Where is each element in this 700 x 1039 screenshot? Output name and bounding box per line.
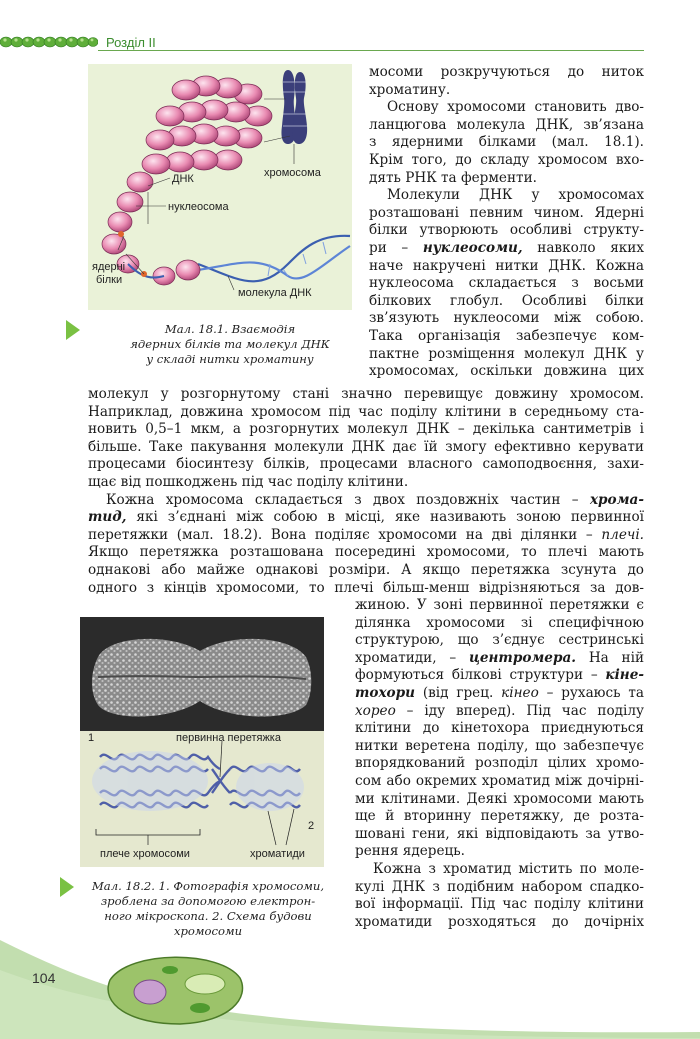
caption-line: Мал. 18.2. 1. Фотографія хромосоми,	[91, 879, 325, 893]
figure1-caption	[100, 322, 360, 367]
term-chromatids: хрома-	[589, 491, 644, 508]
text-line: одного з кінців хромосоми, то плечі більш-менш відрізняються за дов-	[88, 579, 644, 596]
text-line: новить 0,5–1 мкм, а розгорнутих молекул ДНК – декілька сантиметрів і	[88, 421, 644, 438]
label-chromatids: хроматиди	[250, 848, 305, 860]
text-full-width	[88, 386, 644, 597]
label-dna: ДНК	[172, 173, 194, 185]
text-line: Наприклад, довжина хромосом під час поділу клітини в середньому ста-	[88, 403, 644, 420]
label-chromosome-arm: плече хромосоми	[100, 848, 190, 860]
caption-line: ядерних білків та молекул ДНК	[130, 337, 330, 351]
text-line: Кожна з хроматид містить по моле-	[373, 860, 644, 877]
label-nuclear-proteins-1: ядерні	[92, 261, 126, 273]
text-line: кулі ДНК з подібним набором спадко-	[355, 878, 644, 895]
text-line: наче накручені нитки ДНК. Кожна	[369, 257, 644, 274]
caption-line: у складі нитки хроматину	[146, 352, 314, 366]
text-column-bottom	[355, 597, 644, 931]
text-line: структурою, що з’єднує сестринські	[355, 632, 644, 649]
greek-word: хорео	[355, 702, 396, 719]
text-line: розташовані певним чином. Ядерні	[369, 204, 644, 221]
text-line: хроматиди розходяться до дочірніх	[355, 913, 644, 930]
text-fragment: (від грец.	[422, 684, 494, 701]
text-line	[88, 527, 644, 545]
greek-word: кінео	[501, 684, 539, 701]
text-line: клітини до кінетохора приєднуються	[355, 720, 644, 737]
text-line: ми клітинами. Деякі хромосоми мають	[355, 790, 644, 807]
term-centromere: центромера.	[468, 649, 577, 666]
term-kinetochores: тохори	[355, 684, 416, 701]
label-dna-molecule: молекула ДНК	[238, 287, 312, 299]
text-line	[355, 650, 644, 668]
text-line: білки утворюють особливі структу-	[369, 222, 644, 239]
caption-marker-icon	[66, 320, 80, 340]
figure-chromosome-structure	[80, 617, 324, 867]
term-nucleosomes: нуклеосоми,	[422, 239, 523, 256]
label-nucleosome: нуклеосома	[168, 201, 229, 213]
text-line: Крім того, до складу хромосом вхо-	[369, 151, 644, 168]
text-fragment: На ній	[588, 649, 645, 666]
text-fragment: навколо яких	[537, 239, 645, 256]
text-line: Якщо перетяжка розташована посередині хромосоми, то плечі мають	[88, 544, 644, 561]
text-line: ще й вторинну перетяжку, де розта-	[355, 808, 644, 825]
text-line: дять РНК та ферменти.	[369, 169, 537, 186]
caption-line: ного мікроскопа. 2. Схема будови	[104, 909, 312, 923]
text-line: нуклеосома складається з восьми	[369, 275, 644, 292]
chromosome-structure-diagram	[80, 617, 324, 867]
chromatin-diagram	[88, 64, 352, 310]
text-line: білкових глобул. Особливі білки	[369, 292, 644, 309]
text-line: рення ядерець.	[355, 843, 465, 860]
text-line: нитки веретена поділу, що забезпечує	[355, 737, 644, 754]
term-kinetochores: кіне-	[605, 667, 644, 684]
text-line: молекул у розгорнутому стані значно перевищує довжину хромосом.	[88, 386, 644, 402]
text-fragment: формуються білкові структури –	[355, 667, 598, 684]
section-title: Розділ II	[106, 35, 156, 50]
text-fragment: – рухаюсь та	[546, 684, 644, 701]
text-fragment: хроматиди, –	[355, 649, 457, 666]
text-line: однакові або майже однакові розміри. А якщо перетяжка зсунута до	[88, 561, 644, 578]
text-line: жиною. У зоні первинної перетяжки є	[355, 597, 644, 613]
text-line	[355, 703, 644, 721]
text-fragment: – іду вперед). Під час поділу	[406, 702, 644, 719]
label-photo-number: 1	[88, 732, 95, 744]
text-line: Така організація забезпечує ком-	[369, 327, 644, 344]
text-fragment: Кожна хромосома складається з двох поздовжніх частин –	[106, 491, 579, 508]
text-line: хроматину.	[369, 81, 451, 98]
text-line: щає від пошкоджень під час поділу клітини.	[88, 473, 409, 490]
text-line: мосоми розкручуються до ниток	[369, 64, 644, 80]
text-line	[88, 492, 644, 510]
caption-line: Мал. 18.1. Взаємодія	[164, 322, 296, 336]
label-chromosome: хромосома	[264, 167, 321, 179]
text-line: сом або окремих хроматид між дочірні-	[355, 772, 644, 789]
figure-chromatin-illustration	[88, 64, 352, 310]
text-line: впорядкований розподіл цілих хромо-	[355, 755, 644, 772]
text-line: Молекули ДНК у хромосомах	[387, 187, 644, 204]
text-line: шовані гени, які відповідають за утво-	[355, 825, 644, 842]
text-line: зв’язують нуклеосоми між собою.	[369, 310, 644, 327]
label-primary-constriction: первинна перетяжка	[176, 732, 281, 744]
text-line	[369, 240, 644, 258]
text-line: хромосомах, оскільки довжина цих	[369, 363, 644, 380]
text-line: вої інформації. Під час поділу клітини	[355, 896, 644, 913]
text-line	[355, 685, 644, 703]
text-line: ділянка хромосоми зі специфічною	[355, 614, 644, 631]
plant-cell-icon	[108, 957, 242, 1024]
text-line	[88, 509, 644, 527]
term-chromatids: тид,	[88, 509, 127, 526]
term-arms: плечі.	[601, 526, 644, 543]
text-line: більше. Таке пакування молекули ДНК дає їй змогу ефективно керувати	[88, 438, 644, 455]
caption-line: хромосоми	[173, 924, 243, 938]
text-line: ланцюгова молекула ДНК, зв’язана	[369, 116, 644, 133]
text-fragment: перетяжки (мал. 18.2). Вона поділяє хромосоми на дві ділянки –	[88, 526, 593, 543]
text-fragment: які з’єднані між собою в місці, яке називають зоною первинної	[136, 509, 644, 526]
header-beads-decoration	[0, 34, 98, 50]
page-number: 104	[32, 970, 56, 986]
caption-line: зроблена за допомогою електрон-	[100, 894, 316, 908]
text-line: процесами біосинтезу білків, процесами власного самоподвоєння, захи-	[88, 456, 644, 473]
caption-marker-icon	[60, 877, 74, 897]
label-scheme-number: 2	[308, 820, 315, 832]
label-nuclear-proteins-2: білки	[96, 274, 123, 286]
text-line: Основу хромосоми становить дво-	[387, 99, 644, 116]
text-line: з ядерними білками (мал. 18.1).	[369, 134, 644, 151]
header-rule	[98, 50, 644, 51]
text-column-top	[369, 64, 644, 381]
text-line: пактне розміщення молекул ДНК у	[369, 345, 644, 362]
text-fragment: ри –	[369, 239, 409, 256]
text-line	[355, 667, 644, 685]
